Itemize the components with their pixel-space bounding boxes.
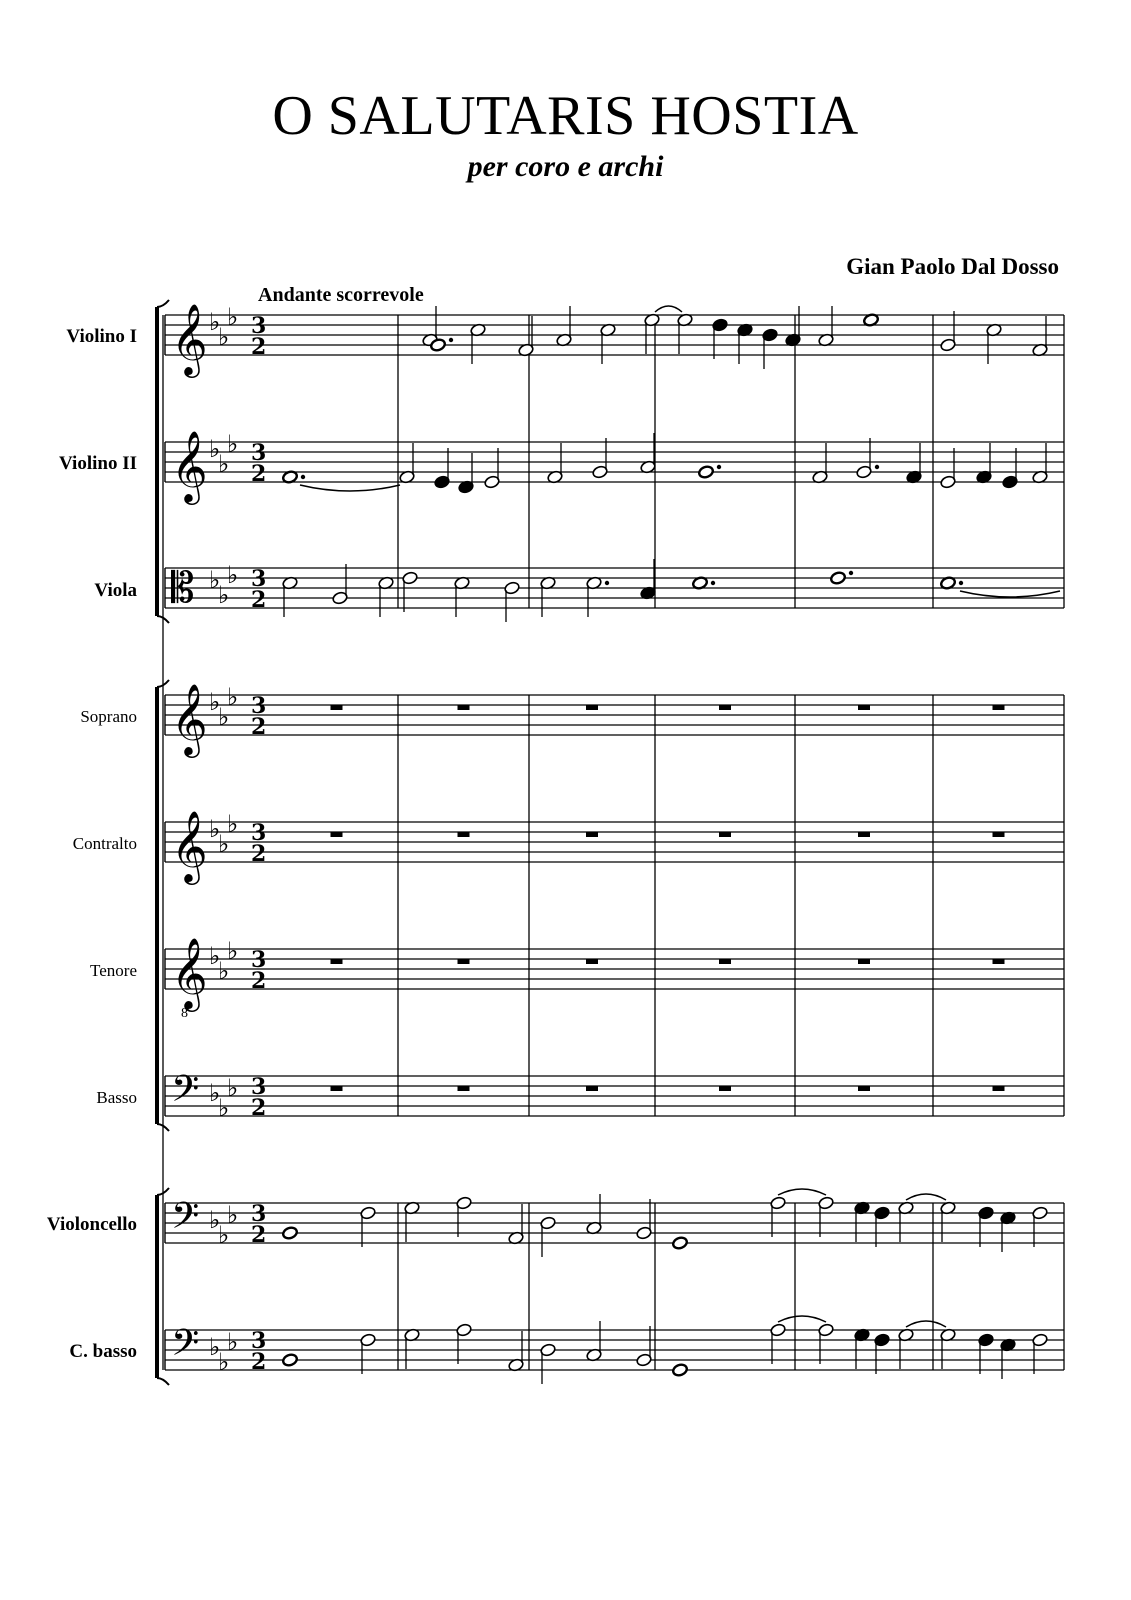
augmentation-dot xyxy=(449,338,453,342)
whole-rest xyxy=(586,959,598,964)
time-signature-denominator: 2 xyxy=(251,334,267,360)
flat-icon: ♭ xyxy=(218,703,230,731)
flat-icon: ♭ xyxy=(209,815,221,843)
tie xyxy=(906,1194,946,1200)
flat-icon: ♭ xyxy=(209,688,221,716)
flat-icon: ♭ xyxy=(227,937,239,965)
staff-name-violoncello: Violoncello xyxy=(46,1214,137,1235)
whole-rest xyxy=(331,959,343,964)
flat-icon: ♭ xyxy=(218,1094,230,1122)
time-signature-denominator: 2 xyxy=(251,714,267,740)
staff-name-contrabbasso: C. basso xyxy=(69,1341,137,1362)
octave-eight-mark: 8 xyxy=(181,1006,188,1021)
staff-name-violino-2: Violino II xyxy=(59,453,137,474)
bass-clef-icon: 𝄢 xyxy=(171,1068,200,1119)
whole-rest xyxy=(719,959,731,964)
flat-icon: ♭ xyxy=(227,1074,239,1102)
flat-icon: ♭ xyxy=(218,323,230,351)
whole-rest xyxy=(719,832,731,837)
staff-name-contralto: Contralto xyxy=(72,834,137,853)
bracket-bottom-hook xyxy=(157,1378,169,1385)
time-signature-denominator: 2 xyxy=(251,968,267,994)
flat-icon: ♭ xyxy=(218,1348,230,1376)
flat-icon: ♭ xyxy=(218,581,230,609)
whole-rest xyxy=(858,1086,870,1091)
staff-name-viola: Viola xyxy=(94,580,137,601)
time-signature-numerator: 3 xyxy=(251,947,267,973)
flat-icon: ♭ xyxy=(218,1221,230,1249)
treble-clef-icon: 𝄞 xyxy=(171,429,208,502)
augmentation-dot xyxy=(717,465,721,469)
whole-rest xyxy=(719,1086,731,1091)
time-signature-numerator: 3 xyxy=(251,693,267,719)
flat-icon: ♭ xyxy=(209,435,221,463)
bass-clef-icon: 𝄢 xyxy=(171,1322,200,1373)
tie xyxy=(778,1316,826,1322)
whole-rest xyxy=(458,705,470,710)
time-signature-denominator: 2 xyxy=(251,1095,267,1121)
flat-icon: ♭ xyxy=(227,1328,239,1356)
flat-icon: ♭ xyxy=(227,430,239,458)
time-signature-denominator: 2 xyxy=(251,841,267,867)
flat-icon: ♭ xyxy=(227,561,239,589)
time-signature-numerator: 3 xyxy=(251,313,267,339)
treble-clef-icon: 𝄞 xyxy=(171,809,208,882)
treble-clef-icon: 𝄞 xyxy=(171,682,208,755)
whole-rest xyxy=(858,705,870,710)
augmentation-dot xyxy=(711,581,715,585)
flat-icon: ♭ xyxy=(218,450,230,478)
staff-name-tenore: Tenore xyxy=(90,961,137,980)
notehead xyxy=(672,1236,689,1250)
whole-rest xyxy=(331,705,343,710)
whole-rest xyxy=(586,1086,598,1091)
notehead xyxy=(830,571,847,585)
augmentation-dot xyxy=(849,571,853,575)
augmentation-dot xyxy=(605,581,609,585)
time-signature-denominator: 2 xyxy=(251,461,267,487)
whole-rest xyxy=(458,832,470,837)
augmentation-dot xyxy=(301,475,305,479)
notehead xyxy=(698,465,715,479)
notehead xyxy=(282,1226,299,1240)
tie xyxy=(778,1189,826,1195)
bracket-top-hook xyxy=(157,300,169,307)
bass-clef-icon: 𝄢 xyxy=(171,1195,200,1246)
whole-rest xyxy=(586,832,598,837)
time-signature-numerator: 3 xyxy=(251,1328,267,1354)
flat-icon: ♭ xyxy=(209,1079,221,1107)
whole-rest xyxy=(993,705,1005,710)
whole-rest xyxy=(586,705,598,710)
whole-rest xyxy=(993,832,1005,837)
whole-rest xyxy=(858,959,870,964)
flat-icon: ♭ xyxy=(209,942,221,970)
flat-icon: ♭ xyxy=(227,1201,239,1229)
flat-icon: ♭ xyxy=(227,683,239,711)
augmentation-dot xyxy=(875,465,879,469)
time-signature-denominator: 2 xyxy=(251,587,267,613)
whole-rest xyxy=(331,1086,343,1091)
notehead xyxy=(282,1353,299,1367)
whole-rest xyxy=(993,1086,1005,1091)
score-title: O SALUTARIS HOSTIA xyxy=(272,85,859,147)
staff-name-soprano: Soprano xyxy=(80,707,137,726)
tie xyxy=(960,591,1060,597)
time-signature-denominator: 2 xyxy=(251,1222,267,1248)
time-signature-numerator: 3 xyxy=(251,1074,267,1100)
time-signature-numerator: 3 xyxy=(251,820,267,846)
whole-rest xyxy=(458,1086,470,1091)
tie xyxy=(655,306,682,312)
flat-icon: ♭ xyxy=(209,1206,221,1234)
whole-rest xyxy=(458,959,470,964)
tie xyxy=(906,1321,946,1327)
flat-icon: ♭ xyxy=(209,308,221,336)
score-subtitle: per coro e archi xyxy=(467,150,664,183)
composer-name: Gian Paolo Dal Dosso xyxy=(846,254,1059,279)
whole-rest xyxy=(993,959,1005,964)
treble-clef-icon: 𝄞 xyxy=(171,302,208,375)
time-signature-numerator: 3 xyxy=(251,1201,267,1227)
whole-rest xyxy=(331,832,343,837)
tie xyxy=(300,485,400,491)
augmentation-dot xyxy=(959,581,963,585)
tempo-marking: Andante scorrevole xyxy=(258,284,424,306)
alto-clef-icon: 𝄡 xyxy=(171,563,195,612)
flat-icon: ♭ xyxy=(227,810,239,838)
staff-name-basso: Basso xyxy=(96,1088,137,1107)
treble-8vb-clef-icon: 𝄞 xyxy=(171,936,208,1009)
flat-icon: ♭ xyxy=(218,830,230,858)
whole-rest xyxy=(719,705,731,710)
staves-layer xyxy=(157,300,1064,1385)
flat-icon: ♭ xyxy=(218,957,230,985)
flat-icon: ♭ xyxy=(209,566,221,594)
time-signature-denominator: 2 xyxy=(251,1349,267,1375)
staff-name-violino-1: Violino I xyxy=(66,326,137,347)
notehead xyxy=(672,1363,689,1377)
whole-rest xyxy=(858,832,870,837)
time-signature-numerator: 3 xyxy=(251,566,267,592)
flat-icon: ♭ xyxy=(227,303,239,331)
flat-icon: ♭ xyxy=(209,1333,221,1361)
time-signature-numerator: 3 xyxy=(251,440,267,466)
